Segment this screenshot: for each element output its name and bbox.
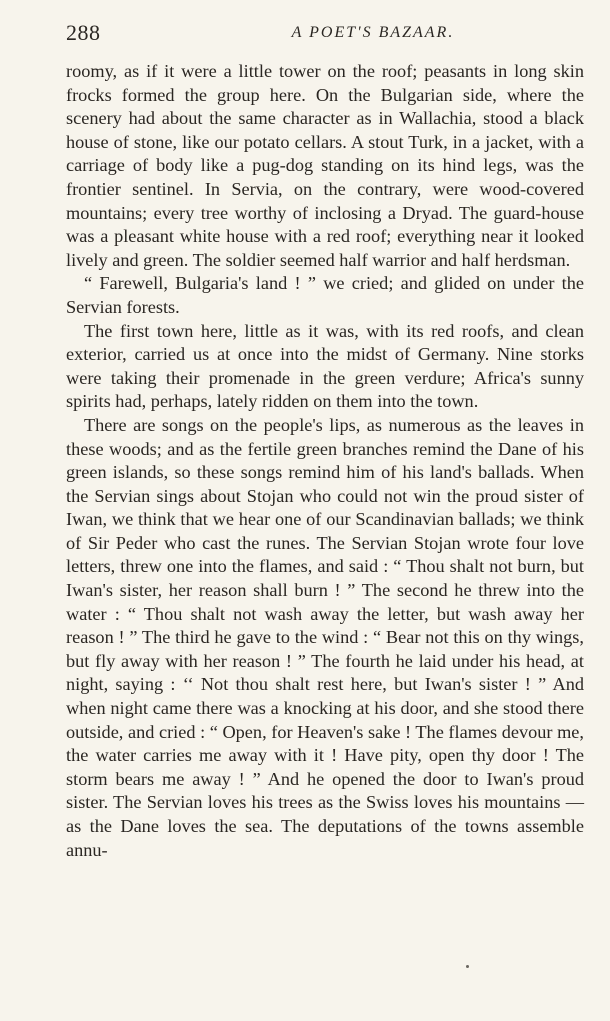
paragraph-continuation: roomy, as if it were a little tower on the roof; peasants in long skin frocks formed the group here. On the Bulgarian side, where the scenery had about the same character as in Wallachia, stood a black house of stone, like our potato cellars. A stout Turk, in a jacket, with a carriage of body like a pug-dog standing on its hind legs, was the frontier sentinel. In Servia, on the contrary, were wood-covered mountains; every tree worthy of inclosing a Dryad. The guard-house was a pleasant white house with a red roof; everything near it looked lively and green. The soldier seemed half warrior and half herdsman. (66, 61, 584, 270)
paragraph-first-town: The first town here, little as it was, with its red roofs, and clean exterior, carried us at once into the midst of Germany. Nine storks were taking their promenade in the green verdure; Africa's sunny spirits had, perhaps, lately ridden on them into the town. (66, 320, 584, 412)
running-title: A POET'S BAZAAR. (291, 24, 455, 41)
paragraph-farewell: “ Farewell, Bulgaria's land ! ” we cried; and glided on under the Servian forests. (66, 273, 584, 317)
page-header (66, 20, 584, 46)
page-speck (466, 965, 469, 968)
paragraph-songs: There are songs on the people's lips, as numerous as the leaves in these woods; and as the fertile green branches remind the Dane of his green islands, so these songs remind him of his land's ballads. When the Servian sings about Stojan who could not win the proud sister of Iwan, we think that we hear one of our Scandinavian ballads; we think of Sir Peder who cast the runes. The Servian Stojan wrote four love letters, threw one into the flames, and said : “ Thou shalt not burn, but Iwan's sister, her reason shall burn ! ” The second he threw into the water : “ Thou shalt not wash away the letter, but wash away her reason ! ” The third he gave to the wind : “ Bear not this on thy wings, but fly away with her reason ! ” The fourth he laid under his head, at night, saying : ‘‘ Not thou shalt rest here, but Iwan's sister ! ” And when night came there was a knocking at his door, and she stood there outside, and cried : “ Open, for Heaven's sake ! The flames devour me, the water carries me away with it ! Have pity, open thy door ! The storm bears me away ! ” And he opened the door to Iwan's proud sister. The Servian loves his trees as the Swiss loves his mountains — as the Dane loves the sea. The deputations of the towns assemble annu- (66, 414, 584, 860)
page-number: 288 (66, 20, 101, 45)
body-text (66, 60, 584, 862)
